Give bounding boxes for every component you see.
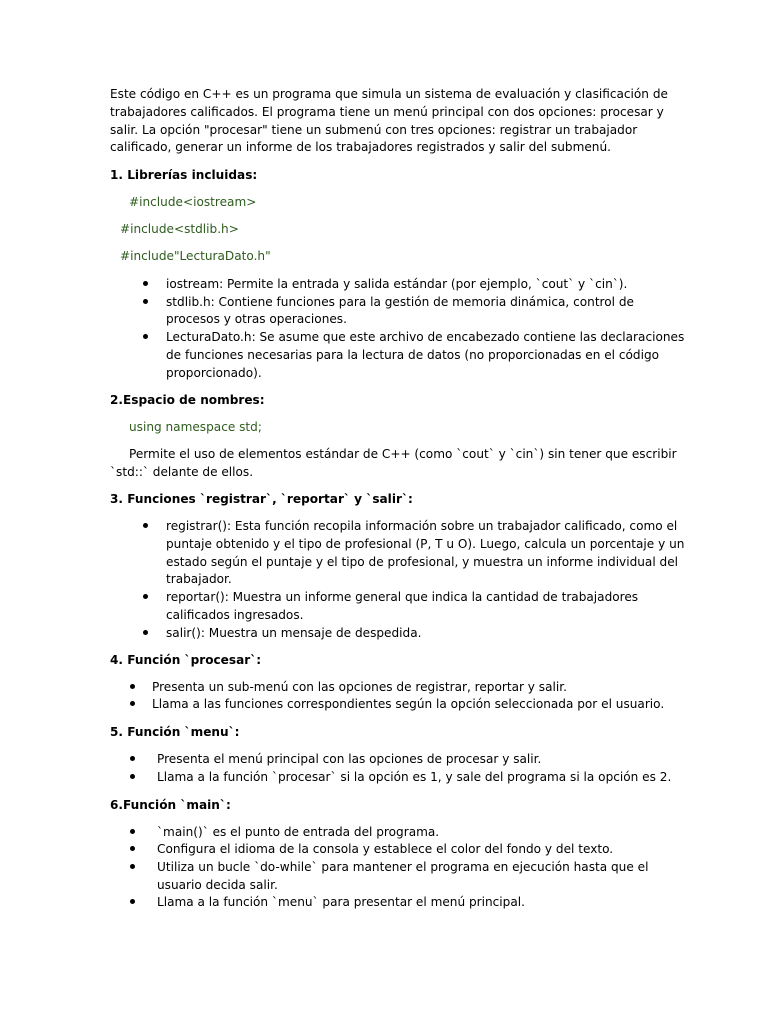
using-namespace-code: using namespace std; <box>129 420 262 434</box>
s6-bullet-4-line-1: Llama a la función `menu` para presentar el menú principal. <box>157 895 525 909</box>
s6-bullet-1-line-1: `main()` es el punto de entrada del programa. <box>157 825 440 839</box>
intro-line-1: Este código en C++ es un programa que simula un sistema de evaluación y clasificación de <box>110 87 668 101</box>
bullet-icon <box>143 523 148 528</box>
s1-bullet-1-line-1: iostream: Permite la entrada y salida estándar (por ejemplo, `cout` y `cin`). <box>166 277 628 291</box>
include-lecturadato: #include"LecturaDato.h" <box>120 249 271 263</box>
s3-bullet-2-line-1: reportar(): Muestra un informe general que indica la cantidad de trabajadores <box>166 590 639 604</box>
s3-bullet-1-line-4: trabajador. <box>166 572 232 586</box>
s1-bullet-2-line-2: procesos y otras operaciones. <box>166 312 347 326</box>
bullet-icon <box>130 864 135 869</box>
intro-line-4: calificado, generar un informe de los trabajadores registrados y salir del submenú. <box>110 140 611 154</box>
bullet-icon <box>143 281 148 286</box>
section-1-heading: 1. Librerías incluidas: <box>110 168 258 182</box>
s1-bullet-2-line-1: stdlib.h: Contiene funciones para la gestión de memoria dinámica, control de <box>166 295 634 309</box>
s6-bullet-2-line-1: Configura el idioma de la consola y establece el color del fondo y del texto. <box>157 842 614 856</box>
s4-bullet-1-line-1: Presenta un sub-menú con las opciones de registrar, reportar y salir. <box>152 680 567 694</box>
bullet-icon <box>130 899 135 904</box>
section-2-paragraph-line-1: Permite el uso de elementos estándar de C++ (como `cout` y `cin`) sin tener que escribir <box>129 447 677 461</box>
intro-line-2: trabajadores calificados. El programa tiene un menú principal con dos opciones: procesar y <box>110 105 664 119</box>
s5-bullet-1-line-1: Presenta el menú principal con las opciones de procesar y salir. <box>157 752 542 766</box>
s4-bullet-2-line-1: Llama a las funciones correspondientes según la opción seleccionada por el usuario. <box>152 697 665 711</box>
bullet-icon <box>130 756 135 761</box>
bullet-icon <box>143 594 148 599</box>
include-stdlib: #include<stdlib.h> <box>120 222 239 236</box>
bullet-icon <box>130 829 135 834</box>
bullet-icon <box>130 774 135 779</box>
s3-bullet-1-line-3: estado según el puntaje y el tipo de profesional, y muestra un informe individual del <box>166 555 678 569</box>
bullet-icon <box>143 334 148 339</box>
section-4-heading: 4. Función `procesar`: <box>110 653 262 667</box>
s1-bullet-3-line-1: LecturaDato.h: Se asume que este archivo de encabezado contiene las declaraciones <box>166 330 685 344</box>
include-iostream: #include<iostream> <box>129 195 257 209</box>
section-2-heading: 2.Espacio de nombres: <box>110 393 265 407</box>
bullet-icon <box>130 684 135 689</box>
intro-line-3: salir. La opción "procesar" tiene un submenú con tres opciones: registrar un trabajador <box>110 123 638 137</box>
s3-bullet-2-line-2: calificados ingresados. <box>166 608 304 622</box>
s6-bullet-3-line-2: usuario decida salir. <box>157 878 278 892</box>
s6-bullet-3-line-1: Utiliza un bucle `do-while` para mantener el programa en ejecución hasta que el <box>157 860 649 874</box>
bullet-icon <box>143 630 148 635</box>
s3-bullet-1-line-1: registrar(): Esta función recopila información sobre un trabajador calificado, como el <box>166 519 678 533</box>
s3-bullet-1-line-2: puntaje obtenido y el tipo de profesional (P, T u O). Luego, calcula un porcentaje y un <box>166 537 685 551</box>
bullet-icon <box>143 299 148 304</box>
section-2-paragraph-line-2: `std::` delante de ellos. <box>110 465 254 479</box>
bullet-icon <box>130 701 135 706</box>
s1-bullet-3-line-2: de funciones necesarias para la lectura de datos (no proporcionadas en el código <box>166 348 660 362</box>
bullet-icon <box>130 846 135 851</box>
s3-bullet-3-line-1: salir(): Muestra un mensaje de despedida. <box>166 626 422 640</box>
section-6-heading: 6.Función `main`: <box>110 798 231 812</box>
s5-bullet-2-line-1: Llama a la función `procesar` si la opción es 1, y sale del programa si la opción es 2. <box>157 770 672 784</box>
section-3-heading: 3. Funciones `registrar`, `reportar` y `salir`: <box>110 492 413 506</box>
section-5-heading: 5. Función `menu`: <box>110 725 240 739</box>
s1-bullet-3-line-3: proporcionado). <box>166 366 262 380</box>
